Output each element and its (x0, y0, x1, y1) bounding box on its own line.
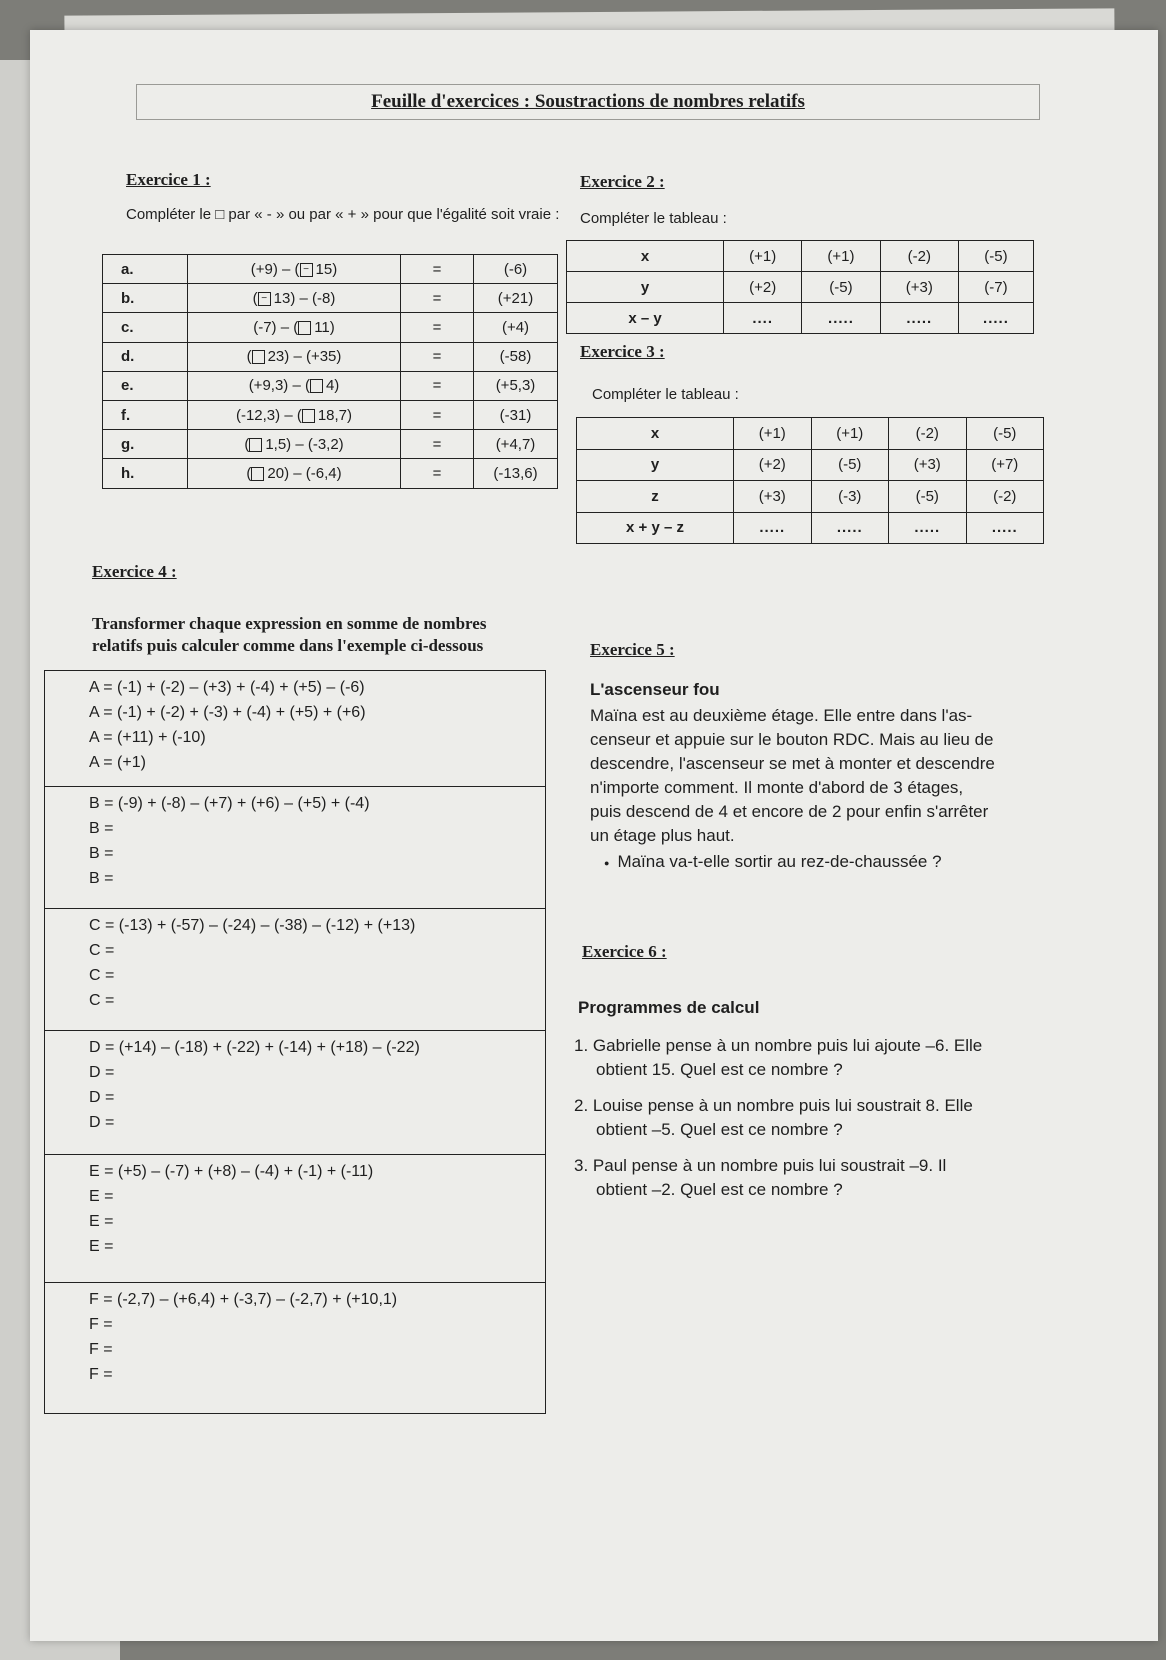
expression-line: F = (89, 1341, 113, 1358)
ex4-heading: Exercice 4 : (92, 562, 177, 581)
table-cell: (+7) (966, 449, 1044, 481)
sign-box (310, 379, 323, 393)
row-result: (+4) (474, 313, 558, 342)
table-cell: (-5) (958, 241, 1033, 272)
table-row (567, 241, 1034, 272)
expression-line: D = (89, 1064, 115, 1081)
ex2-instruction: Compléter le tableau : (580, 210, 727, 227)
row-equals: = (401, 400, 474, 429)
table-row (103, 313, 558, 342)
row-expression (188, 342, 401, 371)
ex5-question (604, 850, 942, 875)
item-line: obtient 15. Quel est ce nombre ? (596, 1060, 843, 1079)
expr-prefix: ( (244, 435, 250, 453)
row-expression (188, 255, 401, 284)
row-equals: = (401, 255, 474, 284)
expression-line: E = (89, 1213, 114, 1230)
table-cell: (-2) (880, 241, 958, 272)
row-equals: = (401, 430, 474, 459)
table-cell: (-5) (811, 449, 889, 481)
expression-line: E = (+5) – (-7) + (+8) – (-4) + (-1) + (-11) (89, 1163, 374, 1180)
expr-suffix: 15) (315, 260, 338, 278)
row-header: y (577, 449, 734, 481)
row-label: b. (103, 284, 188, 313)
row-expression (188, 459, 401, 488)
table-cell: (+1) (802, 241, 880, 272)
bullet-icon: ● (604, 857, 610, 868)
expression-line: D = (89, 1089, 115, 1106)
ex3-instruction: Compléter le tableau : (592, 386, 739, 403)
expression-line: D = (89, 1114, 115, 1131)
expression-block (45, 1155, 545, 1283)
ex1-instruction: Compléter le □ par « - » ou par « + » pour que l'égalité soit vraie : (126, 206, 560, 223)
table-row (103, 371, 558, 400)
row-equals: = (401, 459, 474, 488)
table-row (567, 303, 1034, 334)
sign-box (302, 409, 315, 423)
ex4-instruction-line1: Transformer chaque expression en somme de nombres (92, 614, 487, 633)
expr-prefix: (-12,3) – ( (235, 406, 302, 424)
worksheet-page (30, 30, 1158, 1641)
row-label: f. (103, 400, 188, 429)
table-cell: ..... (811, 512, 889, 544)
expression-line: E = (89, 1238, 114, 1255)
table-cell: ..... (734, 512, 812, 544)
table-cell: (-2) (889, 418, 967, 450)
ex3-heading: Exercice 3 : (580, 342, 665, 361)
expr-suffix: 20) – (-6,4) (267, 464, 342, 482)
expression-block (45, 1031, 545, 1155)
row-label: e. (103, 371, 188, 400)
table-row (577, 449, 1044, 481)
list-item (574, 1094, 1094, 1142)
table-cell: (+2) (734, 449, 812, 481)
expr-prefix: (-7) – ( (253, 318, 299, 336)
table-cell: ..... (958, 303, 1033, 334)
table-cell: (-7) (958, 272, 1033, 303)
sign-box: − (258, 292, 271, 306)
sign-box: − (300, 263, 313, 277)
expr-suffix: 13) – (-8) (273, 289, 336, 307)
row-equals: = (401, 284, 474, 313)
text-line: descendre, l'ascenseur se met à monter et descendre (590, 754, 995, 773)
table-row (577, 418, 1044, 450)
row-result: (+4,7) (474, 430, 558, 459)
table-row (103, 342, 558, 371)
expression-line: C = (89, 942, 115, 959)
item-line: 1. Gabrielle pense à un nombre puis lui ajoute –6. Elle (574, 1036, 983, 1055)
row-header: y (567, 272, 724, 303)
table-cell: ..... (880, 303, 958, 334)
sign-box (249, 438, 262, 452)
expr-suffix: 11) (314, 318, 335, 336)
row-expression (188, 284, 401, 313)
ex1-heading: Exercice 1 : (126, 170, 211, 189)
ex1-table (102, 254, 558, 489)
row-expression (188, 371, 401, 400)
row-equals: = (401, 342, 474, 371)
table-cell: (-2) (966, 481, 1044, 513)
table-cell: (-5) (966, 418, 1044, 450)
row-result: (+5,3) (474, 371, 558, 400)
item-line: 2. Louise pense à un nombre puis lui soustrait 8. Elle (574, 1096, 973, 1115)
row-label: d. (103, 342, 188, 371)
expression-line: B = (-9) + (-8) – (+7) + (+6) – (+5) + (-4) (89, 795, 370, 812)
row-header: x (567, 241, 724, 272)
item-line: obtient –5. Quel est ce nombre ? (596, 1120, 843, 1139)
expr-suffix: 1,5) – (-3,2) (265, 435, 344, 453)
table-cell: ..... (966, 512, 1044, 544)
expression-line: A = (-1) + (-2) + (-3) + (-4) + (+5) + (+6) (89, 704, 366, 721)
table-row (103, 400, 558, 429)
table-row (577, 512, 1044, 544)
expression-line: A = (-1) + (-2) – (+3) + (-4) + (+5) – (-6) (89, 679, 365, 696)
expression-line: F = (89, 1366, 113, 1383)
ex5-text (590, 704, 1090, 848)
list-item (574, 1034, 1094, 1082)
table-cell: .... (724, 303, 802, 334)
row-result: (-13,6) (474, 459, 558, 488)
expr-suffix: 4) (325, 377, 340, 395)
row-header: x + y – z (577, 512, 734, 544)
table-cell: ..... (802, 303, 880, 334)
row-label: h. (103, 459, 188, 488)
expression-line: B = (89, 870, 114, 887)
table-row (567, 272, 1034, 303)
ex5-question-text: Maïna va-t-elle sortir au rez-de-chaussée ? (617, 852, 942, 871)
expression-line: C = (89, 967, 115, 984)
expr-prefix: ( (246, 464, 252, 482)
expr-suffix: 18,7) (317, 406, 353, 424)
row-label: c. (103, 313, 188, 342)
row-result: (-31) (474, 400, 558, 429)
table-row (103, 430, 558, 459)
table-cell: (-5) (802, 272, 880, 303)
row-equals: = (401, 371, 474, 400)
text-line: censeur et appuie sur le bouton RDC. Mais au lieu de (590, 730, 994, 749)
expr-suffix: 23) – (+35) (267, 348, 342, 366)
item-line: obtient –2. Quel est ce nombre ? (596, 1180, 843, 1199)
row-expression (188, 313, 401, 342)
expression-block (45, 1283, 545, 1407)
expression-line: A = (+11) + (-10) (89, 729, 206, 746)
ex6-heading: Exercice 6 : (582, 942, 667, 961)
table-cell: (+1) (734, 418, 812, 450)
expr-prefix: (+9,3) – ( (248, 377, 310, 395)
expression-line: D = (+14) – (-18) + (-22) + (-14) + (+18) – (-22) (89, 1039, 420, 1056)
row-expression (188, 400, 401, 429)
sign-box (298, 321, 311, 335)
sign-box (251, 467, 264, 481)
list-item (574, 1154, 1094, 1202)
text-line: un étage plus haut. (590, 826, 735, 845)
expression-line: F = (-2,7) – (+6,4) + (-3,7) – (-2,7) + (+10,1) (89, 1291, 398, 1308)
row-header: x (577, 418, 734, 450)
expression-line: F = (89, 1316, 113, 1333)
text-line: Maïna est au deuxième étage. Elle entre dans l'as- (590, 706, 973, 725)
row-result: (+21) (474, 284, 558, 313)
expression-line: C = (-13) + (-57) – (-24) – (-38) – (-12) + (+13) (89, 917, 416, 934)
table-row (103, 255, 558, 284)
row-header: z (577, 481, 734, 513)
expression-block (45, 909, 545, 1031)
table-cell: (+3) (734, 481, 812, 513)
expr-prefix: ( (246, 348, 252, 366)
table-cell: (+3) (880, 272, 958, 303)
row-label: g. (103, 430, 188, 459)
row-label: a. (103, 255, 188, 284)
expr-prefix: ( (252, 289, 258, 307)
text-line: puis descend de 4 et encore de 2 pour enfin s'arrêter (590, 802, 989, 821)
table-cell: (-5) (889, 481, 967, 513)
ex4-instruction-line2: relatifs puis calculer comme dans l'exemple ci-dessous (92, 636, 484, 655)
expression-line: A = (+1) (89, 754, 146, 771)
table-cell: (+3) (889, 449, 967, 481)
ex6-subtitle: Programmes de calcul (578, 998, 760, 1017)
ex5-subtitle: L'ascenseur fou (590, 680, 720, 699)
title-box (136, 84, 1040, 120)
table-cell: ..... (889, 512, 967, 544)
expression-line: E = (89, 1188, 114, 1205)
expression-block (45, 787, 545, 909)
ex5-heading: Exercice 5 : (590, 640, 675, 659)
row-result: (-58) (474, 342, 558, 371)
ex6-items (574, 1034, 1094, 1214)
text-line: n'importe comment. Il monte d'abord de 3 étages, (590, 778, 964, 797)
expression-line: B = (89, 845, 114, 862)
ex4-box (44, 670, 546, 1414)
expression-line: B = (89, 820, 114, 837)
item-line: 3. Paul pense à un nombre puis lui soustrait –9. Il (574, 1156, 947, 1175)
table-cell: (+1) (811, 418, 889, 450)
table-row (103, 459, 558, 488)
table-row (103, 284, 558, 313)
page-title: Feuille d'exercices : Soustractions de nombres relatifs (371, 91, 805, 112)
table-cell: (+1) (724, 241, 802, 272)
expr-prefix: (+9) – ( (250, 260, 300, 278)
expression-block (45, 671, 545, 787)
ex2-table (566, 240, 1034, 334)
row-header: x – y (567, 303, 724, 334)
expression-line: C = (89, 992, 115, 1009)
table-cell: (-3) (811, 481, 889, 513)
row-result: (-6) (474, 255, 558, 284)
row-equals: = (401, 313, 474, 342)
ex2-heading: Exercice 2 : (580, 172, 665, 191)
row-expression (188, 430, 401, 459)
ex3-table (576, 417, 1044, 544)
table-cell: (+2) (724, 272, 802, 303)
sign-box (252, 350, 265, 364)
table-row (577, 481, 1044, 513)
